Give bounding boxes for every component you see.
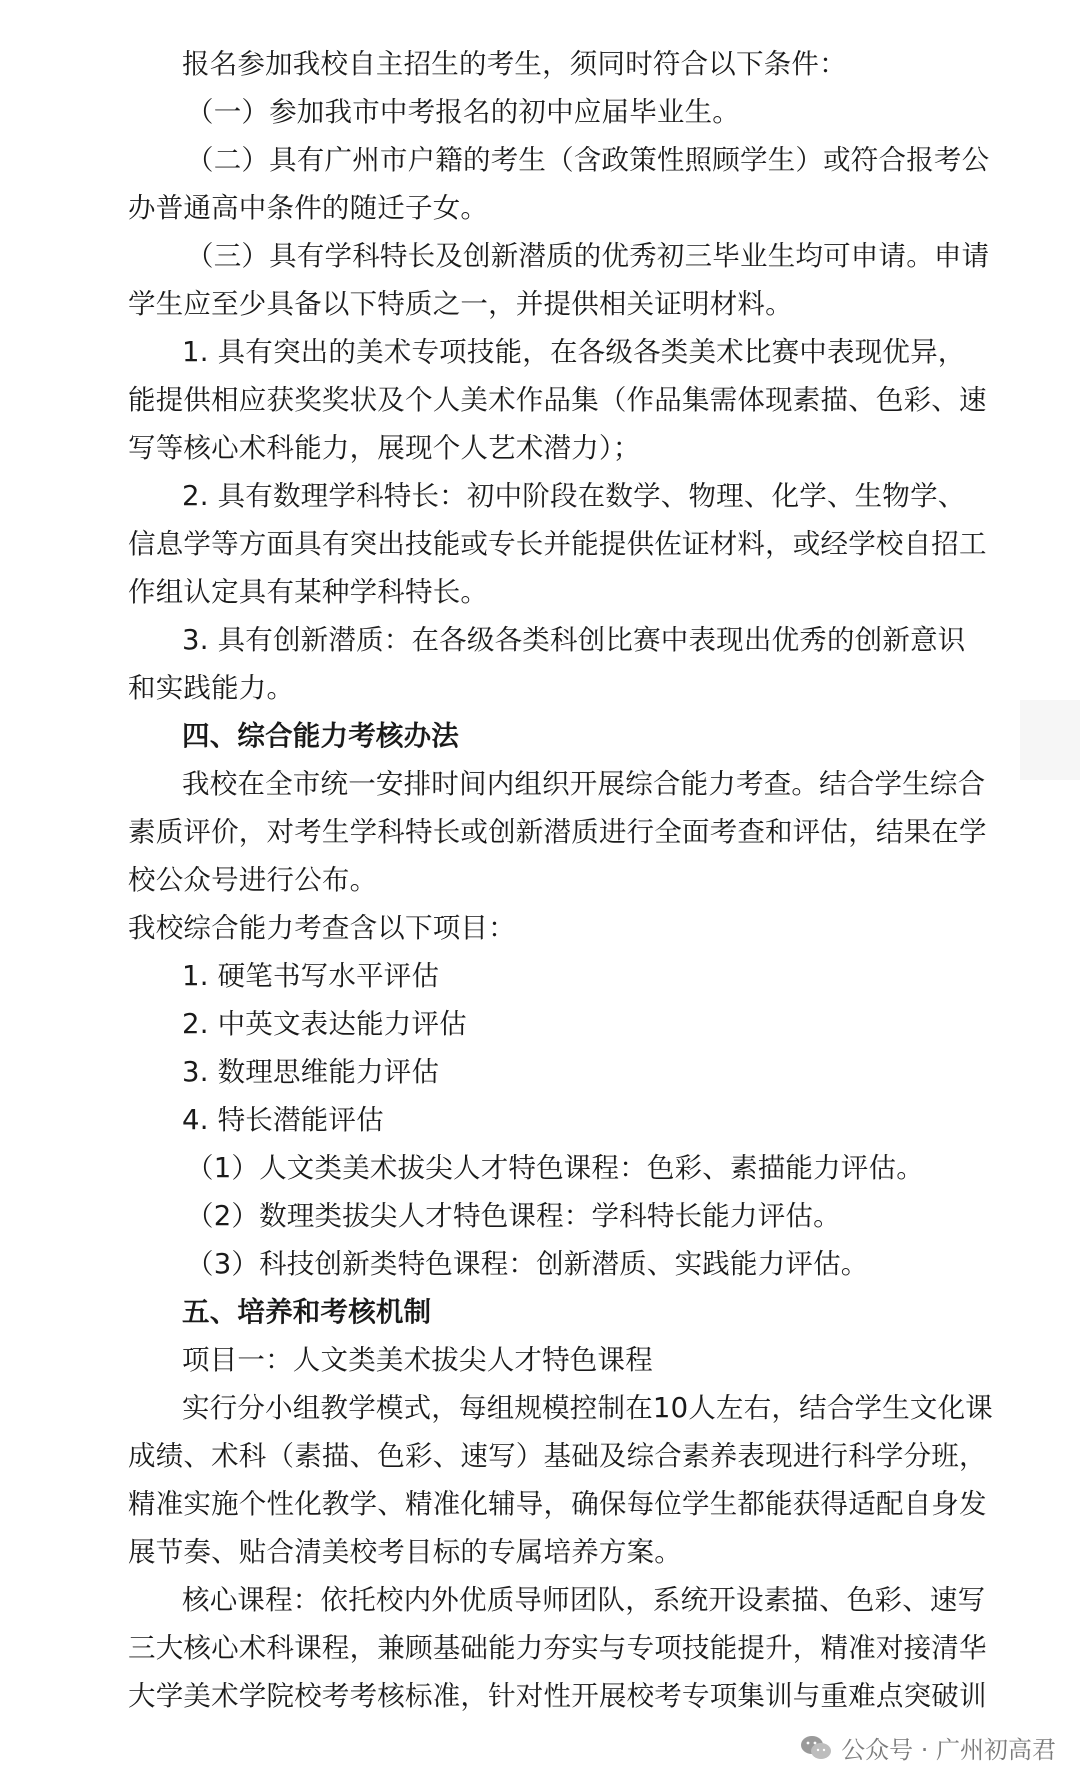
text-line: 核心课程：依托校内外优质导师团队，系统开设素描、色彩、速写 [182,1584,986,1616]
text-line: 3. 具有创新潜质：在各级各类科创比赛中表现出优秀的创新意识 [182,624,966,656]
watermark [799,1730,1056,1765]
text-line: 素质评价，对考生学科特长或创新潜质进行全面考查和评估，结果在学 [128,816,987,848]
text-line: 和实践能力。 [128,672,295,704]
wechat-icon [799,1734,833,1762]
list-item: 1. 硬笔书写水平评估 [182,960,440,992]
text-line: 校公众号进行公布。 [128,864,378,896]
text-line: 实行分小组教学模式，每组规模控制在10人左右，结合学生文化课 [182,1392,993,1424]
text-line: 我校综合能力考查含以下项目： [128,912,516,944]
text-line: 报名参加我校自主招生的考生，须同时符合以下条件： [182,48,847,80]
list-item: 4. 特长潜能评估 [182,1104,384,1136]
list-item: 3. 数理思维能力评估 [182,1056,440,1088]
section-heading: 五、培养和考核机制 [182,1296,432,1328]
text-line: 大学美术学院校考考核标准，针对性开展校考专项集训与重难点突破训 [128,1680,987,1712]
text-line: 展节奏、贴合清美校考目标的专属培养方案。 [128,1536,682,1568]
text-line: 写等核心术科能力，展现个人艺术潜力）； [128,432,641,464]
list-subitem: （2）数理类拔尖人才特色课程：学科特长能力评估。 [186,1200,841,1232]
watermark-text: 公众号 · 广州初高君 [841,1736,1056,1764]
list-item: 2. 中英文表达能力评估 [182,1008,467,1040]
text-line: 作组认定具有某种学科特长。 [128,576,489,608]
edge-artifact [1020,700,1080,780]
text-line: 办普通高中条件的随迁子女。 [128,192,489,224]
text-line: 2. 具有数理学科特长：初中阶段在数学、物理、化学、生物学、 [182,480,966,512]
text-line: （二）具有广州市户籍的考生（含政策性照顾学生）或符合报考公 [186,144,990,176]
text-line: 精准实施个性化教学、精准化辅导，确保每位学生都能获得适配自身发 [128,1488,987,1520]
text-line: 成绩、术科（素描、色彩、速写）基础及综合素养表现进行科学分班， [128,1440,987,1472]
list-subitem: （1）人文类美术拔尖人才特色课程：色彩、素描能力评估。 [186,1152,924,1184]
text-line: （一）参加我市中考报名的初中应届毕业生。 [186,96,740,128]
text-line: 信息学等方面具有突出技能或专长并能提供佐证材料，或经学校自招工 [128,528,987,560]
text-line: 三大核心术科课程，兼顾基础能力夯实与专项技能提升，精准对接清华 [128,1632,987,1664]
text-line: 1. 具有突出的美术专项技能，在各级各类美术比赛中表现优异， [182,336,966,368]
text-line: 学生应至少具备以下特质之一，并提供相关证明材料。 [128,288,793,320]
section-heading: 四、综合能力考核办法 [182,720,459,752]
text-line: 能提供相应获奖奖状及个人美术作品集（作品集需体现素描、色彩、速 [128,384,987,416]
document-body [128,40,993,1720]
text-line: 我校在全市统一安排时间内组织开展综合能力考查。结合学生综合 [182,768,986,800]
subsection-heading: 项目一：人文类美术拔尖人才特色课程 [182,1344,653,1376]
text-line: （三）具有学科特长及创新潜质的优秀初三毕业生均可申请。申请 [186,240,990,272]
list-subitem: （3）科技创新类特色课程：创新潜质、实践能力评估。 [186,1248,869,1280]
